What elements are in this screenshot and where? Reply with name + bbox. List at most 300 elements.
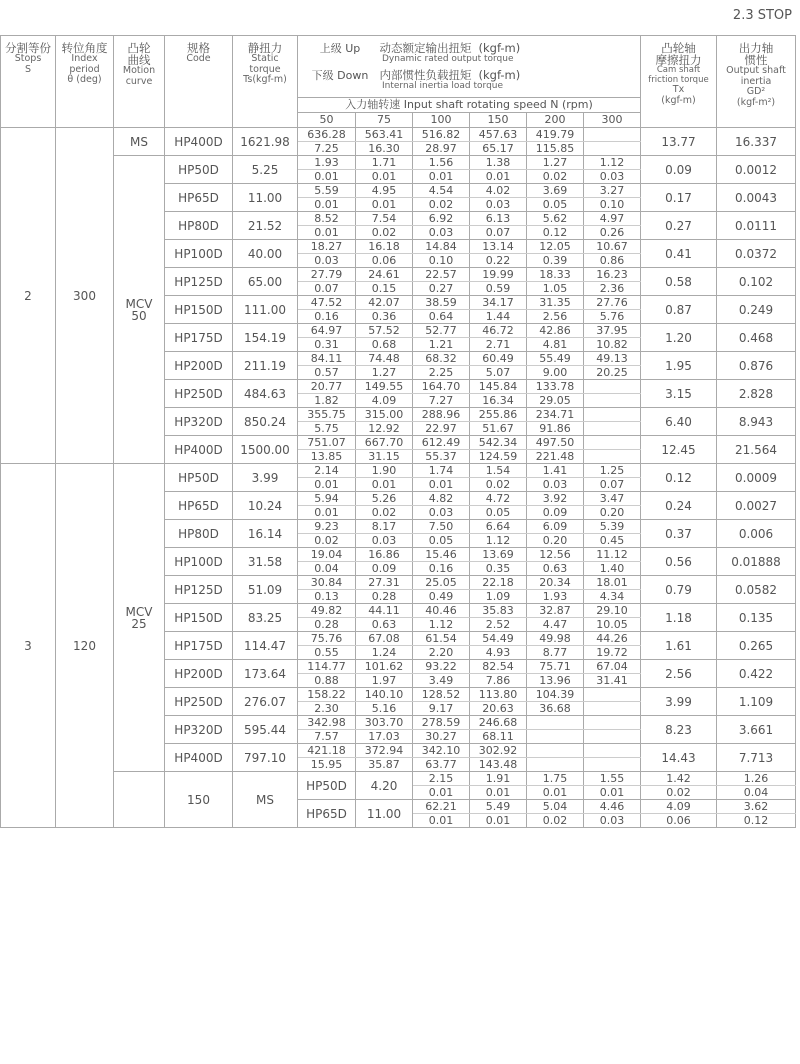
up-torque-cell: 49.98 bbox=[527, 632, 584, 646]
down-torque-cell: 4.47 bbox=[527, 618, 584, 632]
table-row bbox=[1, 156, 796, 170]
up-torque-cell: 12.56 bbox=[527, 548, 584, 562]
inertia-cell: 0.265 bbox=[717, 632, 796, 660]
down-torque-cell: 65.17 bbox=[470, 142, 527, 156]
down-torque-cell: 0.02 bbox=[413, 198, 470, 212]
down-torque-cell: 16.34 bbox=[470, 394, 527, 408]
friction-cell: 0.09 bbox=[641, 156, 717, 184]
inertia-cell: 0.0027 bbox=[717, 492, 796, 520]
up-torque-cell: 612.49 bbox=[413, 436, 470, 450]
down-torque-cell: 0.03 bbox=[413, 226, 470, 240]
static-torque-cell: 40.00 bbox=[233, 240, 298, 268]
curve-cell: MS bbox=[114, 128, 165, 156]
friction-cell: 1.18 bbox=[641, 604, 717, 632]
up-torque-cell: 30.84 bbox=[298, 576, 356, 590]
header-curve: 凸轮 曲线 Motion curve bbox=[114, 36, 165, 128]
down-torque-cell: 2.30 bbox=[298, 702, 356, 716]
header-torque-up: 上级 Up 动态额定输出扭矩 (kgf-m) Dynamic rated output torque bbox=[319, 41, 521, 64]
up-torque-cell: 158.22 bbox=[298, 688, 356, 702]
down-torque-cell: 0.31 bbox=[298, 338, 356, 352]
down-torque-cell: 0.27 bbox=[413, 282, 470, 296]
down-torque-cell: 0.35 bbox=[470, 562, 527, 576]
up-torque-cell: 60.49 bbox=[470, 352, 527, 366]
down-torque-cell bbox=[584, 394, 641, 408]
up-torque-cell: 54.49 bbox=[470, 632, 527, 646]
code-cell: HP200D bbox=[165, 660, 233, 688]
up-torque-cell: 302.92 bbox=[470, 744, 527, 758]
up-torque-cell: 5.04 bbox=[527, 800, 584, 814]
up-torque-cell: 5.62 bbox=[527, 212, 584, 226]
friction-cell: 6.40 bbox=[641, 408, 717, 436]
static-torque-cell: 154.19 bbox=[233, 324, 298, 352]
down-torque-cell: 0.01 bbox=[413, 786, 470, 800]
down-torque-cell: 0.02 bbox=[527, 170, 584, 184]
up-torque-cell: 20.34 bbox=[527, 576, 584, 590]
inertia-cell: 0.006 bbox=[717, 520, 796, 548]
up-torque-cell: 8.17 bbox=[356, 520, 413, 534]
code-cell: HP65D bbox=[165, 184, 233, 212]
code-cell: HP175D bbox=[165, 324, 233, 352]
up-torque-cell: 6.64 bbox=[470, 520, 527, 534]
down-torque-cell: 55.37 bbox=[413, 450, 470, 464]
down-torque-cell: 0.01 bbox=[298, 506, 356, 520]
down-torque-cell: 5.16 bbox=[356, 702, 413, 716]
down-torque-cell: 0.36 bbox=[356, 310, 413, 324]
up-torque-cell: 5.49 bbox=[470, 800, 527, 814]
down-torque-cell: 0.15 bbox=[356, 282, 413, 296]
friction-cell: 3.99 bbox=[641, 688, 717, 716]
up-torque-cell: 1.56 bbox=[413, 156, 470, 170]
up-torque-cell: 38.59 bbox=[413, 296, 470, 310]
up-torque-cell: 61.54 bbox=[413, 632, 470, 646]
friction-cell: 0.12 bbox=[641, 464, 717, 492]
down-torque-cell: 16.30 bbox=[356, 142, 413, 156]
static-torque-cell: 51.09 bbox=[233, 576, 298, 604]
down-torque-cell: 35.87 bbox=[356, 758, 413, 772]
down-torque-cell: 0.04 bbox=[717, 786, 796, 800]
up-torque-cell: 44.26 bbox=[584, 632, 641, 646]
inertia-cell: 0.0009 bbox=[717, 464, 796, 492]
down-torque-cell: 0.01 bbox=[298, 226, 356, 240]
down-torque-cell: 0.02 bbox=[356, 226, 413, 240]
code-cell: HP80D bbox=[165, 520, 233, 548]
up-torque-cell: 4.82 bbox=[413, 492, 470, 506]
code-cell: HP150D bbox=[165, 604, 233, 632]
up-torque-cell: 44.11 bbox=[356, 604, 413, 618]
down-torque-cell: 0.68 bbox=[356, 338, 413, 352]
down-torque-cell: 0.12 bbox=[717, 814, 796, 828]
up-torque-cell: 3.69 bbox=[527, 184, 584, 198]
down-torque-cell: 0.45 bbox=[584, 534, 641, 548]
up-torque-cell bbox=[584, 128, 641, 142]
static-torque-cell: 5.25 bbox=[233, 156, 298, 184]
up-torque-cell: 82.54 bbox=[470, 660, 527, 674]
static-torque-cell: 850.24 bbox=[233, 408, 298, 436]
up-torque-cell: 27.79 bbox=[298, 268, 356, 282]
down-torque-cell: 12.92 bbox=[356, 422, 413, 436]
up-torque-cell: 57.52 bbox=[356, 324, 413, 338]
down-torque-cell: 0.39 bbox=[527, 254, 584, 268]
up-torque-cell: 32.87 bbox=[527, 604, 584, 618]
index-cell: 120 bbox=[56, 464, 114, 828]
down-torque-cell: 0.03 bbox=[584, 170, 641, 184]
down-torque-cell: 2.25 bbox=[413, 366, 470, 380]
down-torque-cell: 36.68 bbox=[527, 702, 584, 716]
down-torque-cell: 7.25 bbox=[298, 142, 356, 156]
header-speed-50: 50 bbox=[298, 113, 356, 128]
friction-cell: 0.58 bbox=[641, 268, 717, 296]
down-torque-cell: 1.05 bbox=[527, 282, 584, 296]
down-torque-cell: 221.48 bbox=[527, 450, 584, 464]
code-cell: HP125D bbox=[165, 268, 233, 296]
inertia-cell: 2.828 bbox=[717, 380, 796, 408]
stops-cell: 3 bbox=[1, 464, 56, 828]
up-torque-cell: 149.55 bbox=[356, 380, 413, 394]
header-speed-75: 75 bbox=[356, 113, 413, 128]
up-torque-cell: 62.21 bbox=[413, 800, 470, 814]
down-torque-cell: 13.96 bbox=[527, 674, 584, 688]
down-torque-cell: 0.01 bbox=[584, 786, 641, 800]
up-torque-cell: 1.90 bbox=[356, 464, 413, 478]
up-torque-cell: 5.39 bbox=[584, 520, 641, 534]
down-torque-cell: 0.03 bbox=[413, 506, 470, 520]
up-torque-cell bbox=[584, 716, 641, 730]
down-torque-cell: 0.20 bbox=[584, 506, 641, 520]
down-torque-cell: 7.27 bbox=[413, 394, 470, 408]
header-torque bbox=[298, 36, 641, 98]
down-torque-cell: 5.07 bbox=[470, 366, 527, 380]
up-torque-cell: 457.63 bbox=[470, 128, 527, 142]
down-torque-cell: 0.01 bbox=[298, 198, 356, 212]
down-torque-cell bbox=[584, 730, 641, 744]
up-torque-cell: 74.48 bbox=[356, 352, 413, 366]
down-torque-cell: 0.03 bbox=[298, 254, 356, 268]
down-torque-cell: 0.01 bbox=[413, 814, 470, 828]
static-torque-cell: 3.99 bbox=[233, 464, 298, 492]
down-torque-cell: 0.02 bbox=[356, 506, 413, 520]
down-torque-cell: 0.63 bbox=[527, 562, 584, 576]
up-torque-cell: 49.82 bbox=[298, 604, 356, 618]
up-torque-cell: 636.28 bbox=[298, 128, 356, 142]
friction-cell: 0.24 bbox=[641, 492, 717, 520]
code-cell: HP150D bbox=[165, 296, 233, 324]
table-header bbox=[1, 36, 796, 128]
up-torque-cell: 67.04 bbox=[584, 660, 641, 674]
up-torque-cell: 1.12 bbox=[584, 156, 641, 170]
down-torque-cell: 0.16 bbox=[413, 562, 470, 576]
down-torque-cell: 0.09 bbox=[356, 562, 413, 576]
down-torque-cell bbox=[584, 422, 641, 436]
up-torque-cell: 342.98 bbox=[298, 716, 356, 730]
up-torque-cell: 8.52 bbox=[298, 212, 356, 226]
up-torque-cell: 5.94 bbox=[298, 492, 356, 506]
static-torque-cell: 484.63 bbox=[233, 380, 298, 408]
up-torque-cell: 516.82 bbox=[413, 128, 470, 142]
static-torque-cell: 11.00 bbox=[233, 184, 298, 212]
up-torque-cell: 3.27 bbox=[584, 184, 641, 198]
code-cell: HP50D bbox=[165, 464, 233, 492]
up-torque-cell: 563.41 bbox=[356, 128, 413, 142]
up-torque-cell: 419.79 bbox=[527, 128, 584, 142]
inertia-cell: 0.876 bbox=[717, 352, 796, 380]
header-speed-150: 150 bbox=[470, 113, 527, 128]
up-torque-cell: 18.01 bbox=[584, 576, 641, 590]
code-cell: HP50D bbox=[165, 156, 233, 184]
friction-cell: 0.79 bbox=[641, 576, 717, 604]
static-torque-cell: 114.47 bbox=[233, 632, 298, 660]
up-torque-cell: 25.05 bbox=[413, 576, 470, 590]
up-torque-cell: 31.35 bbox=[527, 296, 584, 310]
up-torque-cell: 1.74 bbox=[413, 464, 470, 478]
down-torque-cell bbox=[584, 702, 641, 716]
header-speed-300: 300 bbox=[584, 113, 641, 128]
up-torque-cell: 1.25 bbox=[584, 464, 641, 478]
friction-cell: 0.27 bbox=[641, 212, 717, 240]
inertia-cell: 0.0582 bbox=[717, 576, 796, 604]
up-torque-cell: 4.97 bbox=[584, 212, 641, 226]
code-cell: HP80D bbox=[165, 212, 233, 240]
down-torque-cell: 0.01 bbox=[527, 786, 584, 800]
down-torque-cell: 0.05 bbox=[470, 506, 527, 520]
up-torque-cell: 47.52 bbox=[298, 296, 356, 310]
static-torque-cell: 10.24 bbox=[233, 492, 298, 520]
down-torque-cell: 0.04 bbox=[298, 562, 356, 576]
code-cell: HP125D bbox=[165, 576, 233, 604]
up-torque-cell: 20.77 bbox=[298, 380, 356, 394]
code-cell: HP400D bbox=[165, 436, 233, 464]
down-torque-cell: 2.36 bbox=[584, 282, 641, 296]
down-torque-cell: 29.05 bbox=[527, 394, 584, 408]
down-torque-cell: 0.03 bbox=[470, 198, 527, 212]
down-torque-cell: 68.11 bbox=[470, 730, 527, 744]
down-torque-cell: 1.24 bbox=[356, 646, 413, 660]
up-torque-cell: 1.91 bbox=[470, 772, 527, 786]
up-torque-cell: 35.83 bbox=[470, 604, 527, 618]
inertia-cell: 0.422 bbox=[717, 660, 796, 688]
up-torque-cell: 128.52 bbox=[413, 688, 470, 702]
static-torque-cell: 83.25 bbox=[233, 604, 298, 632]
spec-table bbox=[0, 35, 796, 828]
up-torque-cell bbox=[584, 744, 641, 758]
header-static-torque: 静扭力 Static torque Ts(kgf-m) bbox=[233, 36, 298, 128]
up-torque-cell: 16.23 bbox=[584, 268, 641, 282]
up-torque-cell: 16.18 bbox=[356, 240, 413, 254]
up-torque-cell: 4.72 bbox=[470, 492, 527, 506]
up-torque-cell: 1.75 bbox=[527, 772, 584, 786]
down-torque-cell: 0.10 bbox=[413, 254, 470, 268]
up-torque-cell: 84.11 bbox=[298, 352, 356, 366]
down-torque-cell: 1.44 bbox=[470, 310, 527, 324]
down-torque-cell: 0.01 bbox=[470, 814, 527, 828]
up-torque-cell: 288.96 bbox=[413, 408, 470, 422]
friction-cell: 0.87 bbox=[641, 296, 717, 324]
down-torque-cell: 2.71 bbox=[470, 338, 527, 352]
up-torque-cell: 55.49 bbox=[527, 352, 584, 366]
down-torque-cell: 0.03 bbox=[527, 478, 584, 492]
up-torque-cell: 22.18 bbox=[470, 576, 527, 590]
down-torque-cell: 0.28 bbox=[298, 618, 356, 632]
up-torque-cell: 315.00 bbox=[356, 408, 413, 422]
down-torque-cell bbox=[584, 142, 641, 156]
up-torque-cell: 234.71 bbox=[527, 408, 584, 422]
down-torque-cell: 0.03 bbox=[584, 814, 641, 828]
static-torque-cell: 276.07 bbox=[233, 688, 298, 716]
down-torque-cell: 143.48 bbox=[470, 758, 527, 772]
code-cell: HP65D bbox=[298, 800, 356, 828]
static-torque-cell: 31.58 bbox=[233, 548, 298, 576]
up-torque-cell: 1.55 bbox=[584, 772, 641, 786]
code-cell: HP400D bbox=[165, 128, 233, 156]
up-torque-cell: 6.09 bbox=[527, 520, 584, 534]
static-torque-cell: 21.52 bbox=[233, 212, 298, 240]
up-torque-cell: 7.50 bbox=[413, 520, 470, 534]
inertia-cell: 0.0043 bbox=[717, 184, 796, 212]
up-torque-cell: 355.75 bbox=[298, 408, 356, 422]
up-torque-cell bbox=[584, 688, 641, 702]
down-torque-cell: 0.63 bbox=[356, 618, 413, 632]
down-torque-cell: 0.13 bbox=[298, 590, 356, 604]
up-torque-cell: 14.84 bbox=[413, 240, 470, 254]
code-cell: HP250D bbox=[165, 380, 233, 408]
down-torque-cell bbox=[527, 758, 584, 772]
up-torque-cell: 10.67 bbox=[584, 240, 641, 254]
static-torque-cell: 1500.00 bbox=[233, 436, 298, 464]
inertia-cell: 0.468 bbox=[717, 324, 796, 352]
up-torque-cell: 1.54 bbox=[470, 464, 527, 478]
down-torque-cell: 0.05 bbox=[413, 534, 470, 548]
up-torque-cell: 542.34 bbox=[470, 436, 527, 450]
code-cell: HP50D bbox=[298, 772, 356, 800]
down-torque-cell: 124.59 bbox=[470, 450, 527, 464]
table-row bbox=[1, 464, 796, 478]
inertia-cell: 8.943 bbox=[717, 408, 796, 436]
down-torque-cell: 3.49 bbox=[413, 674, 470, 688]
down-torque-cell: 0.06 bbox=[356, 254, 413, 268]
inertia-cell: 3.661 bbox=[717, 716, 796, 744]
up-torque-cell: 1.71 bbox=[356, 156, 413, 170]
inertia-cell: 0.01888 bbox=[717, 548, 796, 576]
code-cell: HP320D bbox=[165, 716, 233, 744]
down-torque-cell: 0.02 bbox=[641, 786, 717, 800]
down-torque-cell: 15.95 bbox=[298, 758, 356, 772]
inertia-cell: 0.249 bbox=[717, 296, 796, 324]
inertia-cell: 0.0012 bbox=[717, 156, 796, 184]
up-torque-cell: 4.46 bbox=[584, 800, 641, 814]
down-torque-cell: 0.09 bbox=[527, 506, 584, 520]
index-cell: 300 bbox=[56, 128, 114, 464]
header-speed: 入力轴转速 Input shaft rotating speed N (rpm) bbox=[298, 98, 641, 113]
up-torque-cell: 1.27 bbox=[527, 156, 584, 170]
up-torque-cell: 11.12 bbox=[584, 548, 641, 562]
code-cell: HP200D bbox=[165, 352, 233, 380]
static-torque-cell: 797.10 bbox=[233, 744, 298, 772]
friction-cell: 1.20 bbox=[641, 324, 717, 352]
down-torque-cell: 115.85 bbox=[527, 142, 584, 156]
up-torque-cell: 5.26 bbox=[356, 492, 413, 506]
down-torque-cell: 28.97 bbox=[413, 142, 470, 156]
header-speed-100: 100 bbox=[413, 113, 470, 128]
down-torque-cell: 4.34 bbox=[584, 590, 641, 604]
down-torque-cell: 0.59 bbox=[470, 282, 527, 296]
down-torque-cell: 0.06 bbox=[641, 814, 717, 828]
static-torque-cell: 173.64 bbox=[233, 660, 298, 688]
static-torque-cell: 65.00 bbox=[233, 268, 298, 296]
header-speed-200: 200 bbox=[527, 113, 584, 128]
down-torque-cell: 0.01 bbox=[356, 198, 413, 212]
up-torque-cell: 303.70 bbox=[356, 716, 413, 730]
inertia-cell: 1.109 bbox=[717, 688, 796, 716]
header-index: 转位角度 Index period θ (deg) bbox=[56, 36, 114, 128]
friction-cell: 0.37 bbox=[641, 520, 717, 548]
up-torque-cell: 164.70 bbox=[413, 380, 470, 394]
up-torque-cell: 497.50 bbox=[527, 436, 584, 450]
header-code: 规格 Code bbox=[165, 36, 233, 128]
up-torque-cell: 37.95 bbox=[584, 324, 641, 338]
down-torque-cell: 0.01 bbox=[413, 170, 470, 184]
up-torque-cell: 3.47 bbox=[584, 492, 641, 506]
static-torque-cell: 16.14 bbox=[233, 520, 298, 548]
up-torque-cell: 42.07 bbox=[356, 296, 413, 310]
down-torque-cell: 1.12 bbox=[413, 618, 470, 632]
inertia-cell: 16.337 bbox=[717, 128, 796, 156]
up-torque-cell: 67.08 bbox=[356, 632, 413, 646]
up-torque-cell: 52.77 bbox=[413, 324, 470, 338]
up-torque-cell: 145.84 bbox=[470, 380, 527, 394]
down-torque-cell: 0.86 bbox=[584, 254, 641, 268]
table-row bbox=[1, 772, 796, 786]
down-torque-cell: 0.01 bbox=[470, 786, 527, 800]
down-torque-cell: 17.03 bbox=[356, 730, 413, 744]
up-torque-cell: 246.68 bbox=[470, 716, 527, 730]
up-torque-cell: 18.33 bbox=[527, 268, 584, 282]
inertia-cell: 0.0111 bbox=[717, 212, 796, 240]
up-torque-cell: 13.14 bbox=[470, 240, 527, 254]
inertia-cell: 21.564 bbox=[717, 436, 796, 464]
up-torque-cell: 421.18 bbox=[298, 744, 356, 758]
friction-cell: 0.41 bbox=[641, 240, 717, 268]
down-torque-cell: 51.67 bbox=[470, 422, 527, 436]
up-torque-cell: 49.13 bbox=[584, 352, 641, 366]
down-torque-cell: 1.21 bbox=[413, 338, 470, 352]
static-torque-cell: 111.00 bbox=[233, 296, 298, 324]
header-inertia: 出力轴 惯性 Output shaft inertia GD² (kgf-m²) bbox=[717, 36, 796, 128]
curve-cell: MS bbox=[233, 772, 298, 828]
down-torque-cell: 0.07 bbox=[470, 226, 527, 240]
up-torque-cell: 13.69 bbox=[470, 548, 527, 562]
up-torque-cell: 1.38 bbox=[470, 156, 527, 170]
up-torque-cell: 278.59 bbox=[413, 716, 470, 730]
friction-cell: 0.17 bbox=[641, 184, 717, 212]
friction-cell: 13.77 bbox=[641, 128, 717, 156]
friction-cell: 8.23 bbox=[641, 716, 717, 744]
stops-cell: 2 bbox=[1, 128, 56, 464]
up-torque-cell: 46.72 bbox=[470, 324, 527, 338]
down-torque-cell: 5.76 bbox=[584, 310, 641, 324]
down-torque-cell: 10.82 bbox=[584, 338, 641, 352]
up-torque-cell: 27.31 bbox=[356, 576, 413, 590]
up-torque-cell: 342.10 bbox=[413, 744, 470, 758]
up-torque-cell bbox=[527, 744, 584, 758]
code-cell: HP400D bbox=[165, 744, 233, 772]
down-torque-cell: 20.63 bbox=[470, 702, 527, 716]
down-torque-cell: 0.01 bbox=[298, 170, 356, 184]
down-torque-cell: 0.03 bbox=[356, 534, 413, 548]
down-torque-cell: 22.97 bbox=[413, 422, 470, 436]
down-torque-cell: 0.01 bbox=[413, 478, 470, 492]
up-torque-cell: 34.17 bbox=[470, 296, 527, 310]
curve-cell: MCV 25 bbox=[114, 464, 165, 772]
down-torque-cell: 8.77 bbox=[527, 646, 584, 660]
